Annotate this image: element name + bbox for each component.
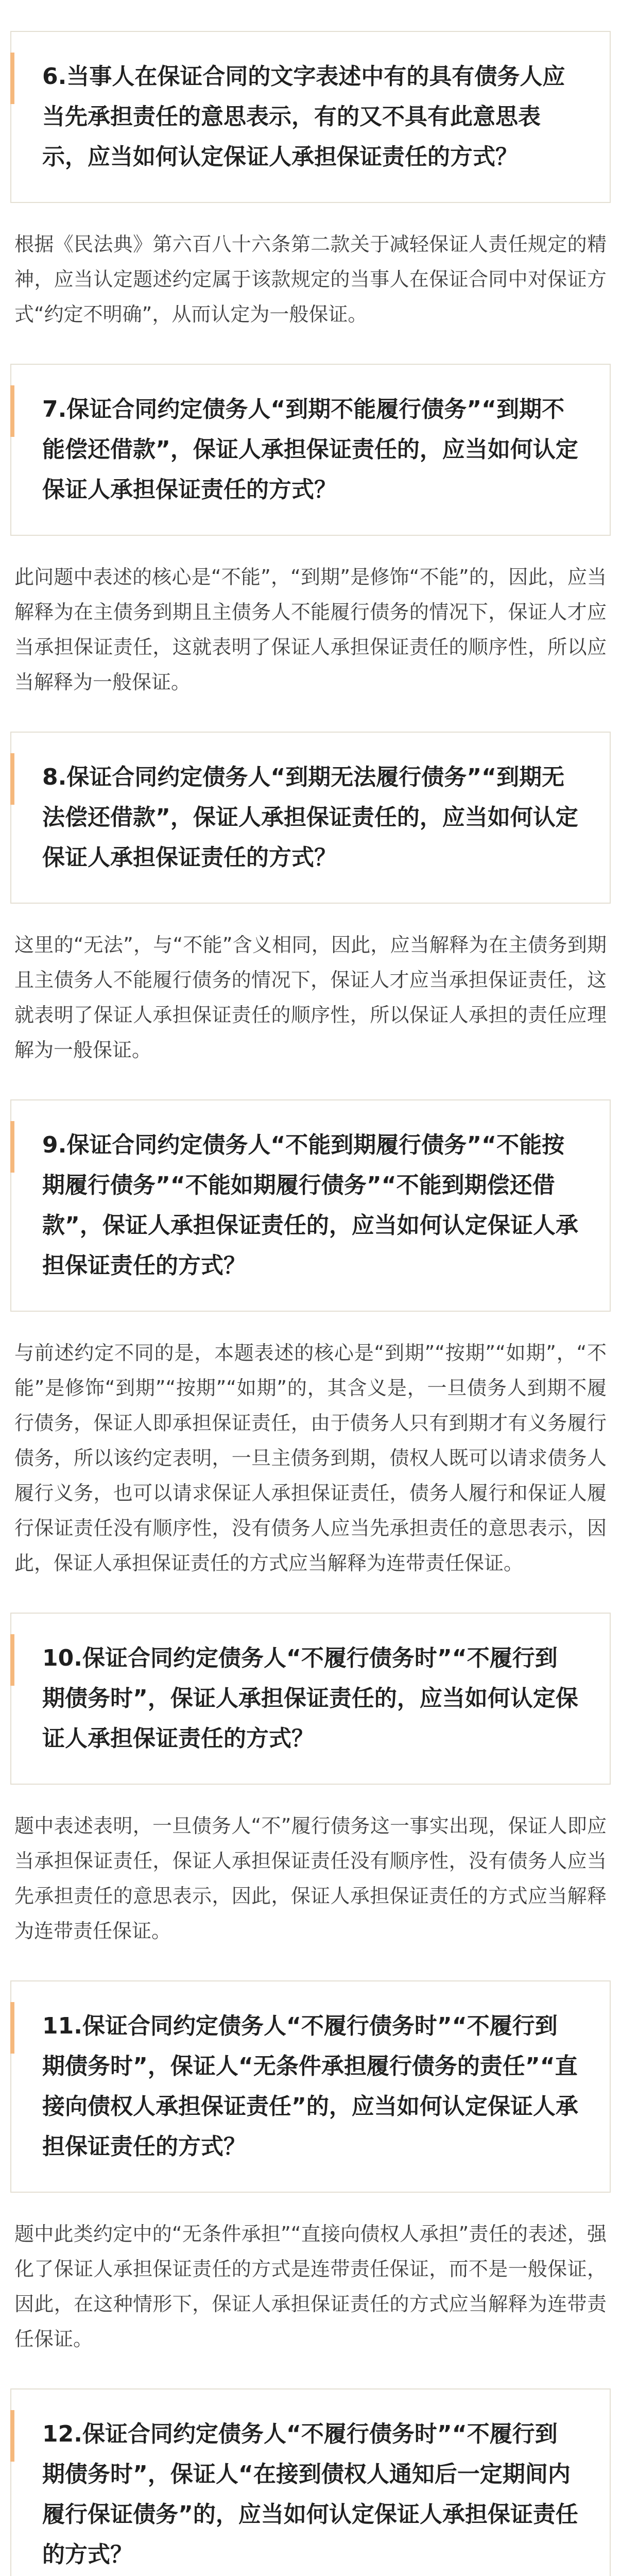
question-text: 12.保证合同约定债务人“不履行债务时”“不履行到期债务时”，保证人“在接到债权人通知后一定期间内履行保证债务”的，应当如何认定保证人承担保证责任的方式？ [42, 2421, 578, 2568]
answer-text: 此问题中表述的核心是“不能”，“到期”是修饰“不能”的，因此，应当解释为在主债务到期且主债务人不能履行债务的情况下，保证人才应当承担保证责任，这就表明了保证人承担保证责任的顺序性，所以应当解释为一般保证。 [14, 566, 607, 693]
answer-text: 题中表述表明，一旦债务人“不”履行债务这一事实出现，保证人即应当承担保证责任，保证人承担保证责任没有顺序性，没有债务人应当先承担责任的意思表示，因此，保证人承担保证责任的方式应当解释为连带责任保证。 [14, 1815, 607, 1942]
question-box [10, 732, 611, 904]
question-text: 8.保证合同约定债务人“到期无法履行债务”“到期无法偿还借款”，保证人承担保证责任的，应当如何认定保证人承担保证责任的方式？ [42, 764, 578, 871]
top-spacer [10, 0, 611, 31]
answer-text: 这里的“无法”，与“不能”含义相同，因此，应当解释为在主债务到期且主债务人不能履行债务的情况下，保证人才应当承担保证责任，这就表明了保证人承担保证责任的顺序性，所以保证人承担的责任应理解为一般保证。 [14, 934, 607, 1061]
question-text: 7.保证合同约定债务人“到期不能履行债务”“到期不能偿还借款”，保证人承担保证责任的，应当如何认定保证人承担保证责任的方式？ [42, 396, 578, 503]
qa-item-11 [10, 1980, 611, 2357]
question-text: 9.保证合同约定债务人“不能到期履行债务”“不能按期履行债务”“不能如期履行债务”“不能到期偿还借款”，保证人承担保证责任的，应当如何认定保证人承担保证责任的方式？ [42, 1132, 578, 1279]
qa-item-8 [10, 732, 611, 1067]
question-text: 6.当事人在保证合同的文字表述中有的具有债务人应当先承担责任的意思表示，有的又不具有此意思表示，应当如何认定保证人承担保证责任的方式？ [42, 63, 565, 170]
question-text: 10.保证合同约定债务人“不履行债务时”“不履行到期债务时”，保证人承担保证责任的，应当如何认定保证人承担保证责任的方式？ [42, 1645, 578, 1752]
qa-item-12 [10, 2388, 611, 2576]
qa-item-7 [10, 364, 611, 700]
answer-text: 与前述约定不同的是，本题表述的核心是“到期”“按期”“如期”，“不能”是修饰“到期”“按期”“如期”的，其含义是，一旦债务人到期不履行债务，保证人即承担保证责任，由于债务人只有到期才有义务履行债务，所以该约定表明，一旦主债务到期，债权人既可以请求债务人履行义务，也可以请求保证人承担保证责任，债务人履行和保证人履行保证责任没有顺序性，没有债务人应当先承担责任的意思表示，因此，保证人承担保证责任的方式应当解释为连带责任保证。 [14, 1342, 607, 1574]
qa-item-9 [10, 1099, 611, 1581]
question-box [10, 31, 611, 203]
qa-item-6 [10, 31, 611, 332]
question-box [10, 2388, 611, 2576]
answer-text: 根据《民法典》第六百八十六条第二款关于减轻保证人责任规定的精神，应当认定题述约定属于该款规定的当事人在保证合同中对保证方式“约定不明确”，从而认定为一般保证。 [14, 233, 607, 326]
question-text: 11.保证合同约定债务人“不履行债务时”“不履行到期债务时”，保证人“无条件承担履行债务的责任”“直接向债权人承担保证责任”的，应当如何认定保证人承担保证责任的方式？ [42, 2013, 578, 2160]
question-box [10, 364, 611, 536]
qa-item-10 [10, 1613, 611, 1948]
answer-text: 题中此类约定中的“无条件承担”“直接向债权人承担”责任的表述，强化了保证人承担保证责任的方式是连带责任保证，而不是一般保证，因此，在这种情形下，保证人承担保证责任的方式应当解释为连带责任保证。 [14, 2223, 607, 2350]
question-box [10, 1613, 611, 1785]
question-box [10, 1980, 611, 2193]
question-box [10, 1099, 611, 1312]
